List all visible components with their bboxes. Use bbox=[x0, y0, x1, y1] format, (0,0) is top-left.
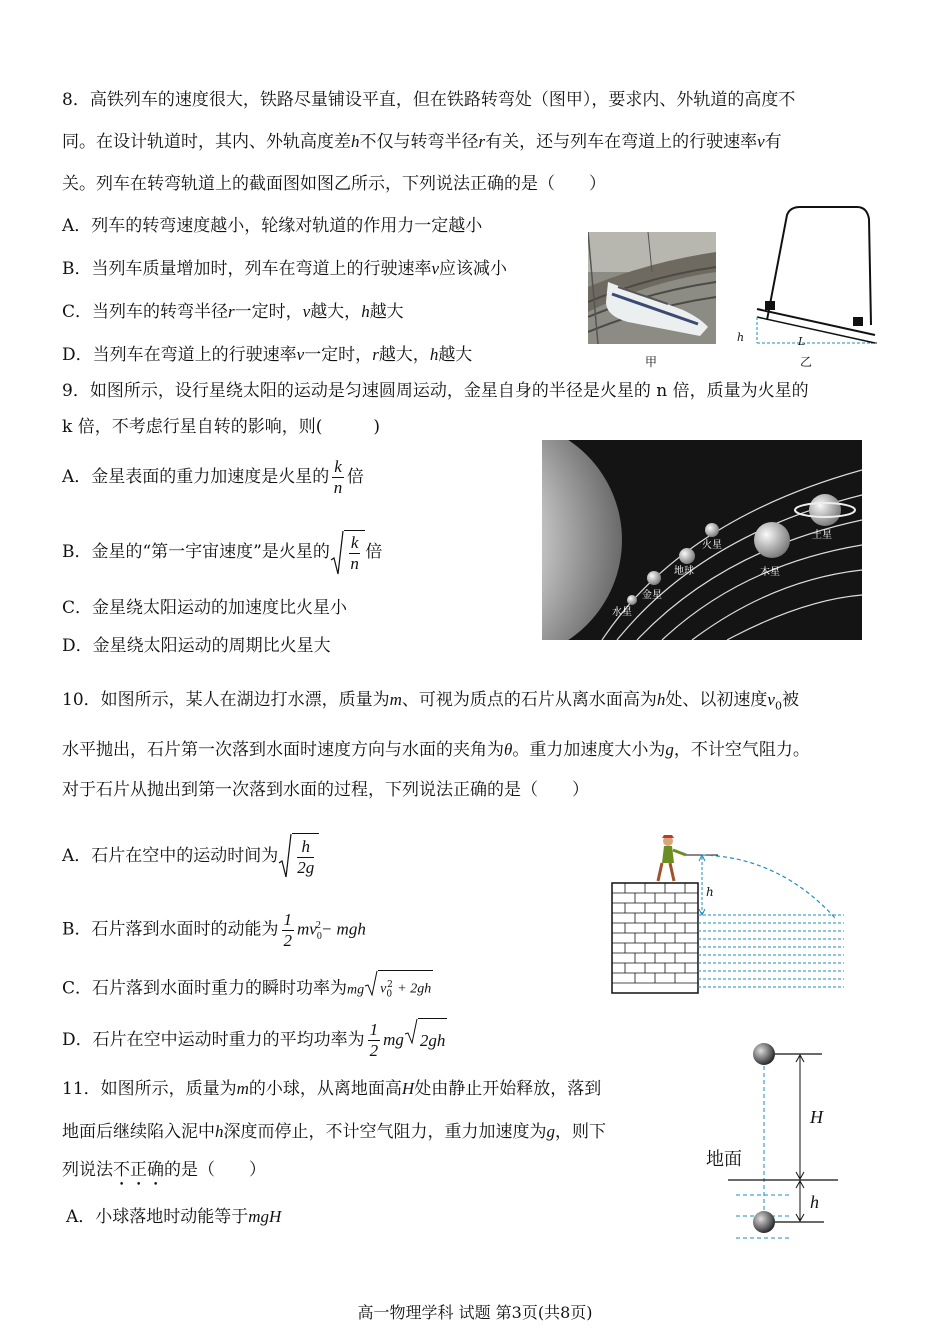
fig-label-H: H bbox=[810, 1107, 823, 1127]
q11-option-a: A．小球落地时动能等于mgH bbox=[66, 1207, 282, 1227]
q9-line2: k 倍，不考虑行星自转的影响，则( ) bbox=[62, 417, 380, 437]
fig-label-yi: 乙 bbox=[800, 355, 813, 369]
planet-label-jupiter: 木星 bbox=[760, 567, 780, 578]
q10-option-b: B．石片落到水面时的动能为 $\frac{1}{2}$ $mv_0^2-$ mgh bbox=[62, 909, 366, 950]
q8-line3: 关。列车在转弯轨道上的截面图如图乙所示，下列说法正确的是（ ） bbox=[62, 174, 606, 194]
q10-line1: 10．如图所示，某人在湖边打水漂，质量为m、可视为质点的石片从离水面高为h处、以初速度$v_0$被 bbox=[62, 690, 799, 713]
planet-label-earth: 地球 bbox=[674, 566, 694, 577]
planet-label-venus: 金星 bbox=[642, 590, 662, 601]
page-footer: 高一物理学科 试题 第3页(共8页) bbox=[357, 1303, 593, 1322]
planet-label-mercury: 水星 bbox=[612, 607, 632, 618]
fraction-k-over-n: $\frac{k}{n}$ bbox=[333, 457, 343, 497]
q8-line1: 8．高铁列车的速度很大，铁路尽量铺设平直，但在铁路转弯处（图甲），要求内、外轨道的高度不 bbox=[62, 90, 796, 110]
fig-label-h-track: h bbox=[737, 331, 745, 344]
q10-option-a: A．石片在空中的运动时间为 $\frac{h}{2g}$ bbox=[62, 833, 319, 880]
q10-option-c: C．石片落到水面时重力的瞬时功率为mg $v_0^2 + 2gh$ bbox=[62, 970, 433, 1008]
q9-option-d: D．金星绕太阳运动的周期比火星大 bbox=[62, 636, 331, 656]
ball-drop-diagram bbox=[728, 1040, 838, 1250]
q10-option-d: D．石片在空中运动时重力的平均功率为 $\frac{1}{2}$ mg 2gh bbox=[62, 1018, 447, 1063]
q11-line2: 地面后继续陷入泥中h深度而停止，不计空气阻力，重力加速度为g，则下 bbox=[62, 1122, 606, 1142]
sqrt-k-over-n: $\frac{k}{n}$ bbox=[330, 530, 366, 575]
planet-label-saturn: 土星 bbox=[812, 530, 832, 541]
q8-option-d: D．当列车在弯道上的行驶速率v一定时，r越大，h越大 bbox=[62, 345, 473, 365]
q8-option-b: B．当列车质量增加时，列车在弯道上的行驶速率v应该减小 bbox=[62, 259, 508, 279]
planet-label-mars: 火星 bbox=[702, 540, 722, 551]
q10-line2: 水平抛出，石片第一次落到水面时速度方向与水面的夹角为θ。重力加速度大小为g，不计空气阻力。 bbox=[62, 740, 810, 760]
q9-option-c: C．金星绕太阳运动的加速度比火星小 bbox=[62, 598, 348, 618]
q10-line3: 对于石片从抛出到第一次落到水面的过程，下列说法正确的是（ ） bbox=[62, 780, 589, 800]
fig-label-ground: 地面 bbox=[706, 1149, 742, 1170]
q8-option-a: A．列车的转弯速度越小，轮缘对轨道的作用力一定越小 bbox=[62, 216, 483, 236]
q8-line2: 同。在设计轨道时，其内、外轨高度差h不仅与转弯半径r有关，还与列车在弯道上的行驶速率v有 bbox=[62, 132, 782, 152]
stone-skipping-diagram bbox=[610, 835, 846, 995]
fig-label-h-ball: h bbox=[810, 1192, 819, 1212]
q11-line1: 11．如图所示，质量为m的小球，从离地面高H处由静止开始释放，落到 bbox=[62, 1079, 602, 1099]
q8-option-c: C．当列车的转弯半径r一定时，v越大，h越大 bbox=[62, 302, 404, 322]
fig-label-L: L bbox=[798, 335, 806, 348]
q11-line3: 列说法不正确的是（ ） bbox=[62, 1160, 266, 1180]
fig-label-h-stone: h bbox=[706, 885, 714, 899]
q9-option-a: A．金星表面的重力加速度是火星的 $\frac{k}{n}$ 倍 bbox=[62, 457, 364, 497]
track-cross-section-diagram bbox=[735, 205, 885, 350]
q9-line1: 9．如图所示，设行星绕太阳的运动是匀速圆周运动，金星自身的半径是火星的 n 倍，质量为火星的 bbox=[62, 381, 809, 401]
solar-system-image bbox=[542, 440, 862, 640]
fig-label-jia: 甲 bbox=[645, 355, 658, 369]
q9-option-b: B．金星的“第一宇宙速度”是火星的 $\frac{k}{n}$ 倍 bbox=[62, 530, 382, 575]
train-photo bbox=[588, 232, 716, 344]
